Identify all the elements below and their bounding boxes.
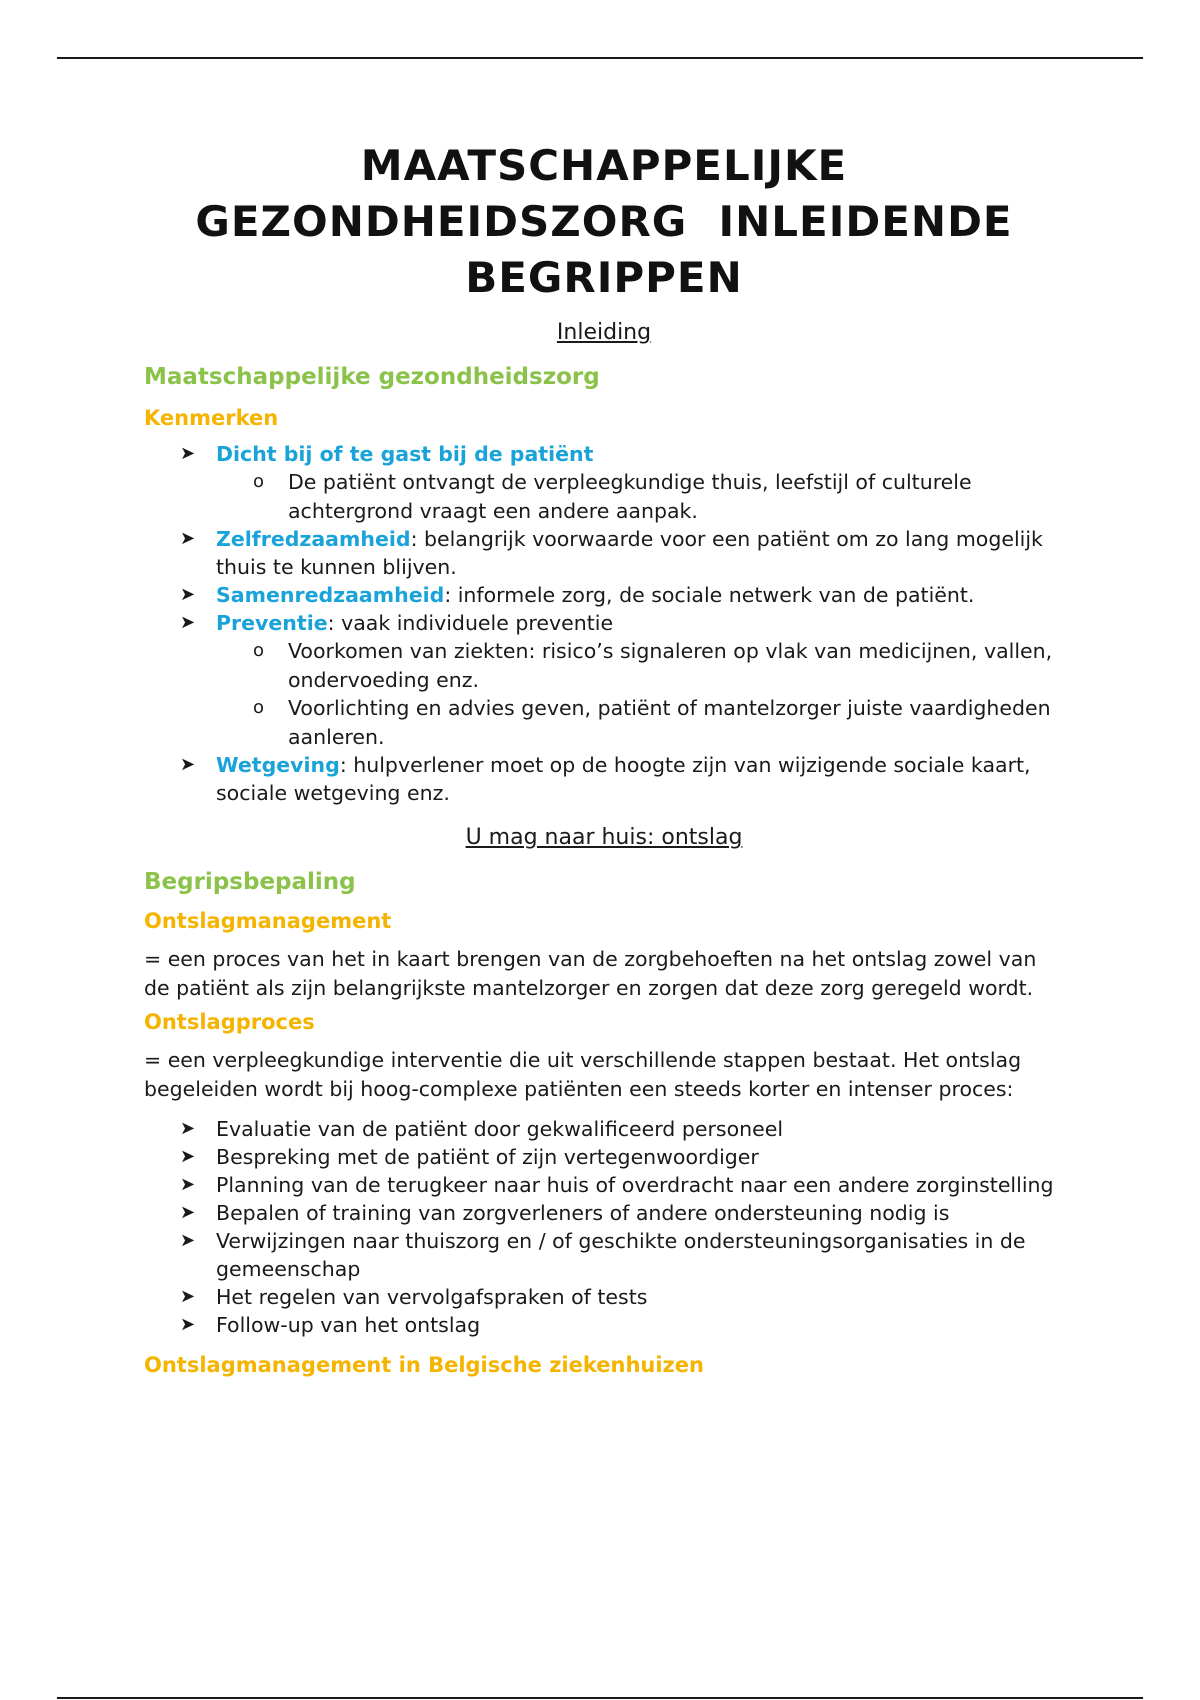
- list-item: ➤ Het regelen van vervolgafspraken of tests: [180, 1285, 648, 1309]
- list-item: ➤ Evaluatie van de patiënt door gekwalificeerd personeel: [180, 1117, 784, 1141]
- top-rule: [57, 57, 1143, 59]
- sub-list-item: o De patiënt ontvangt de verpleegkundige thuis, leefstijl of culturele achtergrond vraagt een andere aanpak.: [253, 470, 972, 523]
- list-item: ➤ Bepalen of training van zorgverleners of andere ondersteuning nodig is: [180, 1201, 950, 1225]
- heading-kenmerken: Kenmerken: [144, 406, 279, 430]
- list-item: ➤ Wetgeving: hulpverlener moet op de hoogte zijn van wijzigende sociale kaart, sociale wetgeving enz.: [180, 753, 1031, 805]
- circle-bullet-icon: o: [253, 640, 265, 661]
- list-item: ➤ Follow-up van het ontslag: [180, 1313, 481, 1337]
- heading-ontslagproces: Ontslagproces: [144, 1010, 315, 1034]
- sub-list-item: o Voorlichting en advies geven, patiënt of mantelzorger juiste vaardigheden aanleren.: [253, 696, 1051, 749]
- circle-bullet-icon: o: [253, 697, 265, 718]
- section-ontslag: U mag naar huis: ontslag: [465, 825, 743, 850]
- arrow-bullet-icon: ➤: [180, 528, 196, 549]
- sub-list-item: o Voorkomen van ziekten: risico’s signaleren op vlak van medicijnen, vallen, ondervoeding enz.: [253, 639, 1053, 692]
- bottom-rule: [57, 1697, 1143, 1699]
- list-item: ➤ Zelfredzaamheid: belangrijk voorwaarde voor een patiënt om zo lang mogelijk thuis te kunnen blijven.: [180, 527, 1043, 579]
- section-inleiding: Inleiding: [556, 320, 652, 345]
- paragraph-ontslagmanagement: = een proces van het in kaart brengen van de zorgbehoeften na het ontslag zowel van de patiënt als zijn belangrijkste mantelzorger en zorgen dat deze zorg geregeld wordt.: [144, 947, 1037, 1000]
- kenmerken-list: [144, 440, 1064, 807]
- arrow-bullet-icon: ➤: [180, 1118, 196, 1139]
- heading-begripsbepaling: Begripsbepaling: [144, 869, 356, 895]
- arrow-bullet-icon: ➤: [180, 1146, 196, 1167]
- heading-ontslagmanagement-belgische-ziekenhuizen: Ontslagmanagement in Belgische ziekenhuizen: [144, 1353, 704, 1377]
- document-page: [144, 138, 1064, 1377]
- arrow-bullet-icon: ➤: [180, 612, 196, 633]
- stappen-list: [144, 1115, 1064, 1339]
- arrow-bullet-icon: ➤: [180, 1174, 196, 1195]
- list-item: ➤ Verwijzingen naar thuiszorg en / of geschikte ondersteuningsorganisaties in de gemeenschap: [180, 1229, 1026, 1281]
- paragraph-ontslagproces: = een verpleegkundige interventie die uit verschillende stappen bestaat. Het ontslag begeleiden wordt bij hoog-complexe patiënten een steeds korter en intenser proces:: [144, 1048, 1022, 1101]
- heading-ontslagmanagement: Ontslagmanagement: [144, 909, 392, 933]
- list-item: ➤ Planning van de terugkeer naar huis of overdracht naar een andere zorginstelling: [180, 1173, 1054, 1197]
- list-item: ➤ Bespreking met de patiënt of zijn vertegenwoordiger: [180, 1145, 759, 1169]
- list-item: ➤ Preventie: vaak individuele preventie o Voorkomen van ziekten: risico’s signaleren op vlak van medicijnen, vallen, ondervoeding enz. o Voorlichting en advies geven, patiënt of mantelzorger juiste vaardigheden aanleren.: [144, 609, 1064, 751]
- list-item: ➤ Samenredzaamheid: informele zorg, de sociale netwerk van de patiënt.: [180, 583, 975, 607]
- arrow-bullet-icon: ➤: [180, 754, 196, 775]
- heading-maatschappelijke-gezondheidszorg: Maatschappelijke gezondheidszorg: [144, 364, 600, 390]
- arrow-bullet-icon: ➤: [180, 1230, 196, 1251]
- document-title: MAATSCHAPPELIJKE GEZONDHEIDSZORG INLEIDENDE BEGRIPPEN: [195, 141, 1013, 302]
- arrow-bullet-icon: ➤: [180, 1314, 196, 1335]
- arrow-bullet-icon: ➤: [180, 1286, 196, 1307]
- arrow-bullet-icon: ➤: [180, 443, 196, 464]
- circle-bullet-icon: o: [253, 471, 265, 492]
- arrow-bullet-icon: ➤: [180, 1202, 196, 1223]
- arrow-bullet-icon: ➤: [180, 584, 196, 605]
- list-item: ➤ Dicht bij of te gast bij de patiënt o De patiënt ontvangt de verpleegkundige thuis, leefstijl of culturele achtergrond vraagt een andere aanpak.: [144, 440, 1064, 525]
